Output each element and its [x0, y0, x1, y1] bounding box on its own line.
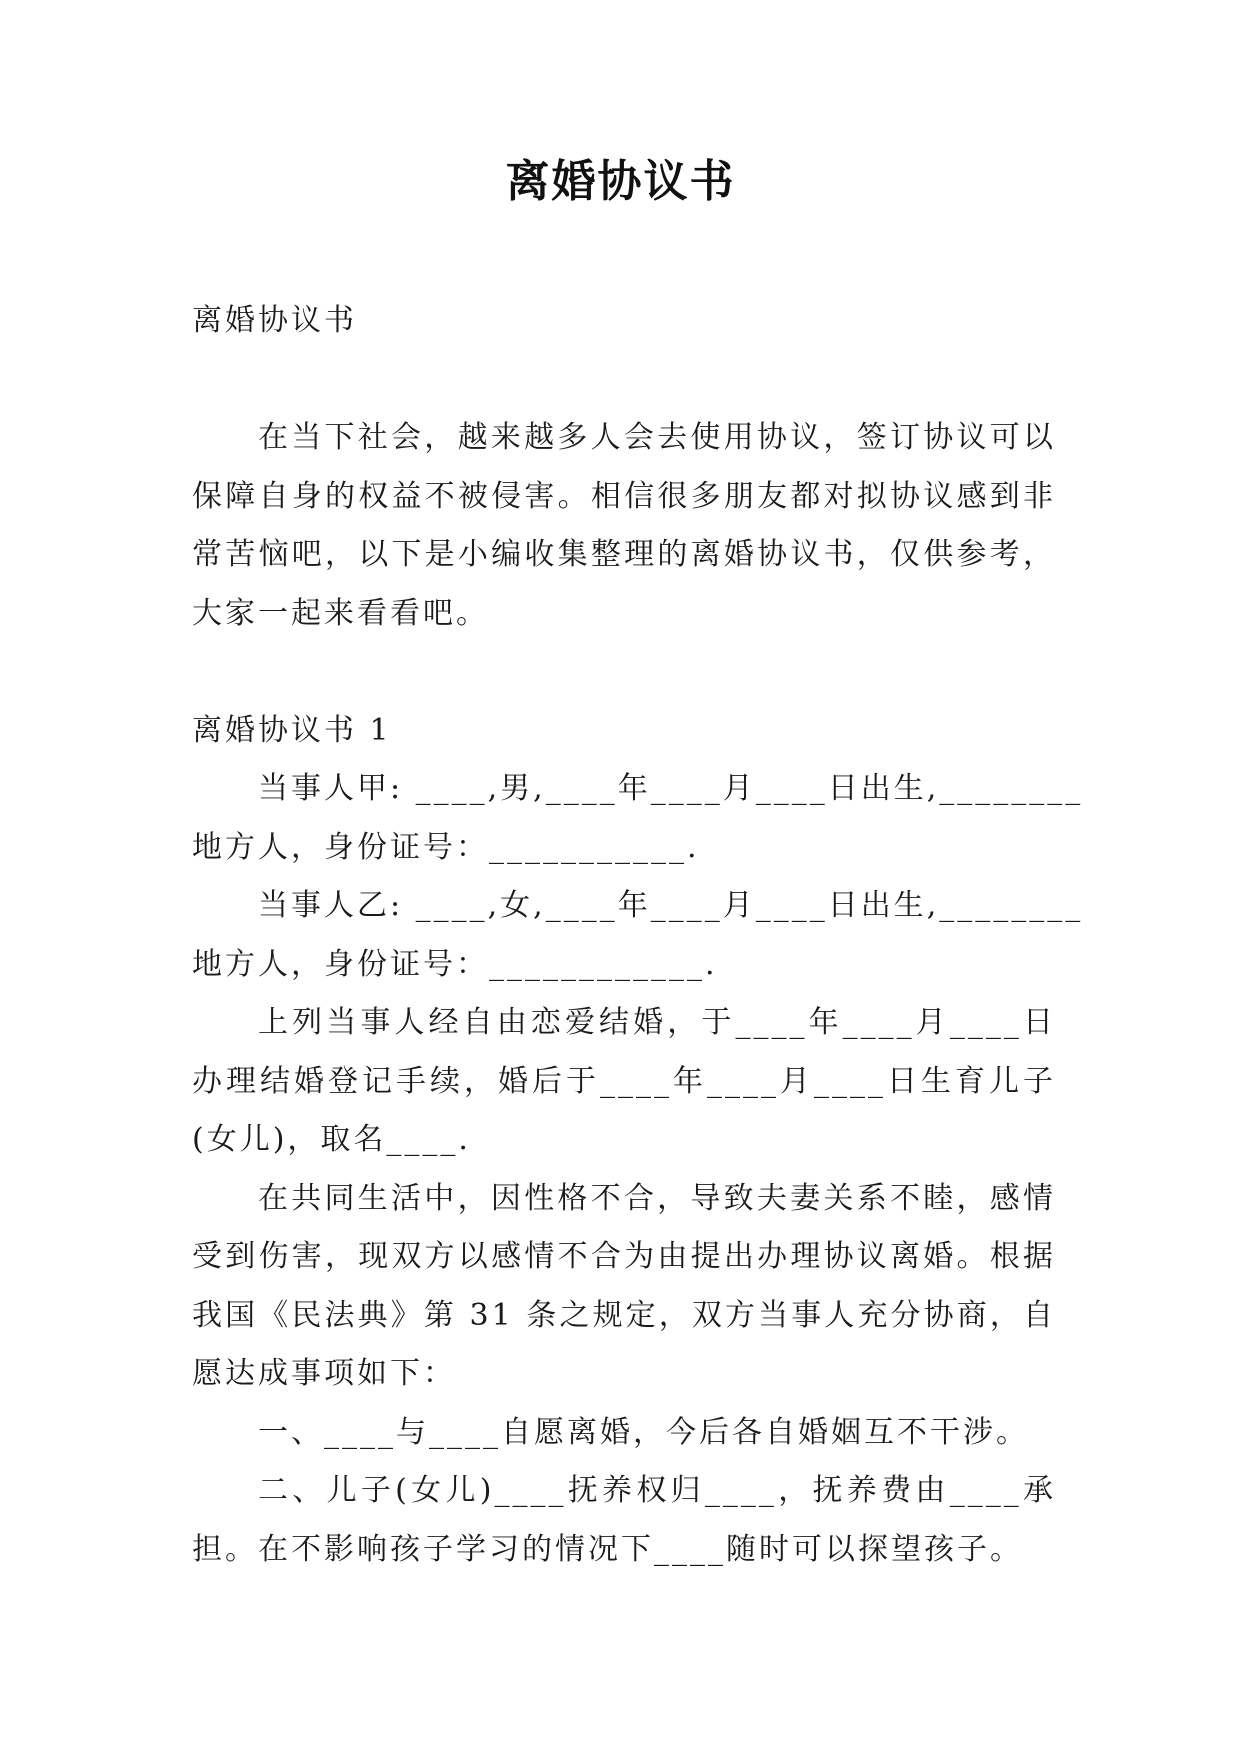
document-title: 离婚协议书 [505, 156, 736, 207]
document-body [192, 292, 1084, 1579]
section-heading: 离婚协议书 1 [192, 712, 392, 748]
paragraph-spacer [192, 643, 1056, 702]
document-subtitle: 离婚协议书 [192, 303, 357, 338]
party-b-line-1: 当事人乙: ____,女,____年____月____日出生,________ [258, 888, 1084, 923]
paragraph-spacer [192, 351, 1056, 410]
reason-paragraph: 在共同生活中，因性格不合，导致夫妻关系不睦，感情受到伤害，现双方以感情不合为由提出办理协议离婚。根据我国《民法典》第 31 条之规定，双方当事人充分协商，自愿达成事项如下： [192, 1180, 1056, 1391]
party-b-line-2: 地方人，身份证号：____________. [192, 946, 718, 982]
party-a-line-2: 地方人，身份证号：___________. [192, 829, 700, 865]
agreement-item-2: 二、儿子(女儿)____抚养权归____，抚养费由____承担。在不影响孩子学习的情况下____随时可以探望孩子。 [192, 1473, 1056, 1567]
marriage-paragraph: 上列当事人经自由恋爱结婚，于____年____月____日办理结婚登记手续，婚后于____年____月____日生育儿子(女儿)，取名____. [192, 1005, 1056, 1157]
intro-paragraph: 在当下社会，越来越多人会去使用协议，签订协议可以保障自身的权益不被侵害。相信很多朋友都对拟协议感到非常苦恼吧，以下是小编收集整理的离婚协议书，仅供参考，大家一起来看看吧。 [192, 420, 1056, 631]
agreement-item-1: 一、____与____自愿离婚，今后各自婚姻互不干涉。 [258, 1414, 1029, 1450]
party-a-line-1: 当事人甲: ____,男,____年____月____日出生,________ [258, 771, 1084, 806]
